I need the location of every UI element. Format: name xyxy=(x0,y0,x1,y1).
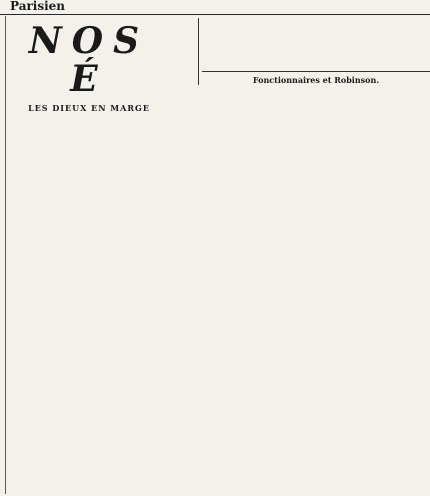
paragraph xyxy=(202,28,430,37)
paragraph xyxy=(202,58,430,67)
article-column-left xyxy=(8,18,170,167)
page-edge xyxy=(0,16,6,494)
paragraph xyxy=(8,117,170,126)
paragraph xyxy=(8,147,170,156)
paragraph xyxy=(8,127,170,136)
paragraph xyxy=(202,38,430,47)
paragraph xyxy=(202,48,430,57)
paragraph xyxy=(8,137,170,146)
masthead xyxy=(0,0,430,15)
headline: NOS É xyxy=(28,20,150,100)
subheading: LES DIEUX EN MARGE xyxy=(28,103,150,113)
article-column-right xyxy=(198,18,430,85)
masthead-title: Parisien xyxy=(10,0,66,13)
paragraph xyxy=(202,18,430,27)
section-title: Fonctionnaires et Robinson. xyxy=(252,75,380,85)
paragraph xyxy=(8,157,170,166)
divider xyxy=(202,71,430,72)
